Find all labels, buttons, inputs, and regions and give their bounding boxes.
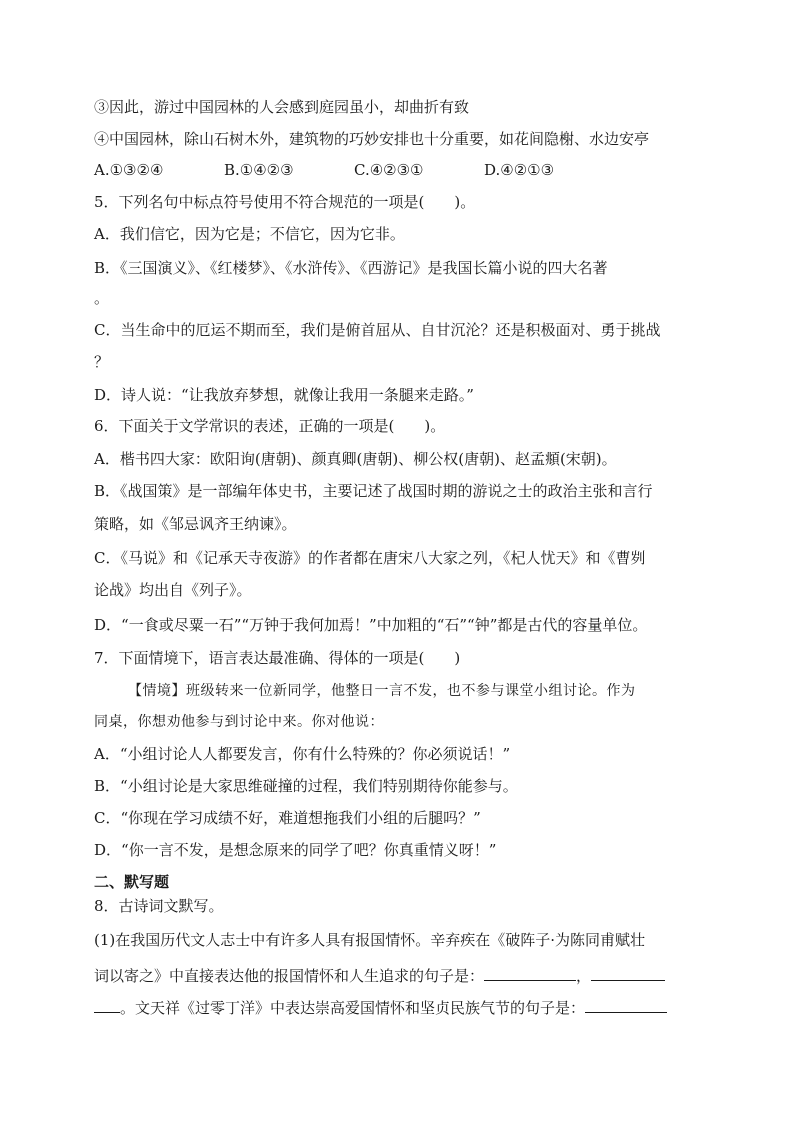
q7-choice-a[interactable]: A．“小组讨论人人都要发言，你有什么特殊的？你必须说话！” xyxy=(94,745,511,763)
line-option-3: ③因此，游过中国园林的人会感到庭园虽小，却曲折有致 xyxy=(94,98,470,116)
answer-blank-3[interactable] xyxy=(585,998,667,1013)
q6-choice-d[interactable]: D．“一食或尽粟一石”“万钟于我何加焉！”中加粗的“石”“钟”都是古代的容量单位。 xyxy=(94,616,648,634)
q8-1-text: (1)在我国历代文人志士中有许多人具有报国情怀。辛弃疾在《破阵子·为陈同甫赋壮 xyxy=(94,931,646,949)
q7-scenario: 【情境】班级转来一位新同学，他整日一言不发，也不参与课堂小组讨论。作为 xyxy=(128,683,636,699)
q6-choice-b[interactable]: B．《战国策》是一部编年体史书，主要记述了战国时期的游说之士的政治主张和言行 xyxy=(94,482,653,500)
line-option-4: ④中国园林，除山石树木外，建筑物的巧妙安排也十分重要，如花间隐榭、水边安亭 xyxy=(94,130,650,148)
q7-choice-c[interactable]: C．“你现在学习成绩不好，难道想拖我们小组的后腿吗？” xyxy=(94,809,481,827)
answer-blank-2-cont[interactable] xyxy=(94,998,120,1013)
q5-choice-b-cont: 。 xyxy=(94,289,110,307)
q4-choice-a[interactable]: A.①③②④ xyxy=(94,161,164,179)
q4-choices xyxy=(94,160,614,180)
q7-choice-d[interactable]: D．“你一言不发，是想念原来的同学了吧？你真重情义呀！” xyxy=(94,841,497,859)
q5-choice-a[interactable]: A．我们信它，因为它是；不信它，因为它非。 xyxy=(94,225,405,243)
q4-choice-d[interactable]: D.④②①③ xyxy=(484,161,555,179)
q6-choice-a[interactable]: A．楷书四大家：欧阳询(唐朝)、颜真卿(唐朝)、柳公权(唐朝)、赵孟頫(宋朝)。 xyxy=(94,450,617,468)
q7-choice-b[interactable]: B．“小组讨论是大家思维碰撞的过程，我们特别期待你能参与。 xyxy=(94,777,518,795)
q8-stem: 8．古诗词文默写。 xyxy=(94,897,224,915)
q5-stem: 5．下列名句中标点符号使用不符合规范的一项是( )。 xyxy=(94,193,476,211)
q4-choice-b[interactable]: B.①④②③ xyxy=(224,161,294,179)
q5-choice-c-cont: ？ xyxy=(94,353,110,371)
q5-choice-d[interactable]: D．诗人说：“让我放弃梦想，就像让我用一条腿来走路。” xyxy=(94,386,474,404)
q8-1-text-cont: 词以寄之》中直接表达他的报国情怀和人生追求的句子是： ， xyxy=(94,966,704,986)
q6-stem: 6．下面关于文学常识的表述，正确的一项是( )。 xyxy=(94,417,446,435)
q5-choice-b[interactable]: B．《三国演义》、《红楼梦》、《水浒传》、《西游记》是我国长篇小说的四大名著 xyxy=(94,259,608,277)
q6-choice-c[interactable]: C．《马说》和《记承天寺夜游》的作者都在唐宋八大家之列，《杞人忧天》和《曹刿 xyxy=(94,549,646,567)
q7-scenario-cont: 同桌，你想劝他参与到讨论中来。你对他说： xyxy=(94,714,384,730)
answer-blank-1[interactable] xyxy=(484,966,576,981)
q8-1-text-cont2: 。文天祥《过零丁洋》中表达崇高爱国情怀和坚贞民族气节的句子是： xyxy=(94,998,704,1018)
q6-choice-c-cont: 论战》均出自《列子》。 xyxy=(94,581,252,599)
answer-blank-2[interactable] xyxy=(591,966,665,981)
q4-choice-c[interactable]: C.④②③① xyxy=(354,161,424,179)
q5-choice-c[interactable]: C．当生命中的厄运不期而至，我们是俯首屈从、自甘沉沦？还是积极面对、勇于挑战 xyxy=(94,321,661,339)
section-heading: 二、默写题 xyxy=(94,873,170,891)
q6-choice-b-cont: 策略，如《邹忌讽齐王纳谏》。 xyxy=(94,515,297,533)
q7-stem: 7．下面情境下，语言表达最准确、得体的一项是( ) xyxy=(94,649,461,667)
